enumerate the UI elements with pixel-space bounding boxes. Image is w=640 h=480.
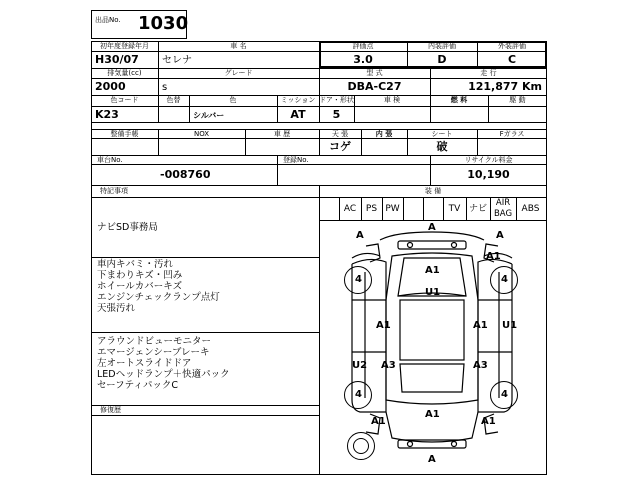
note-line-11: セーフティパックC: [97, 380, 179, 391]
car-name-value: セレナ: [162, 55, 192, 66]
fuel-label: 燃 料: [450, 96, 468, 104]
mission-value: AT: [290, 108, 306, 121]
dmg-rear-right: A1: [481, 416, 496, 427]
car-name-label: 車 名: [230, 42, 247, 50]
recycle-value: 10,190: [467, 168, 510, 181]
lot-number: 1030: [138, 13, 189, 34]
equip-pw: PW: [385, 204, 400, 214]
drive-label: 駆 動: [509, 96, 526, 104]
color-code-value: K23: [95, 108, 119, 121]
note-line-3: 下まわりキズ・凹み: [97, 270, 183, 281]
model-label: 型 式: [366, 69, 383, 77]
reg-no-label: 登録No.: [283, 156, 309, 164]
dmg-hood: A1: [425, 265, 440, 276]
dmg-wheel-rr: 4: [501, 389, 508, 400]
displacement-label: 排気量(cc): [107, 69, 142, 77]
note-line-5: エンジンチェックランプ点灯: [97, 292, 220, 303]
dmg-front-right-fender: A1: [486, 251, 501, 262]
recycle-label: リサイクル料金: [464, 156, 513, 164]
note-line-7: アラウンドビューモニター: [97, 336, 212, 347]
dmg-right-front-door: A1: [473, 320, 488, 331]
dmg-left-rear-door: A3: [381, 360, 396, 371]
inspection-label: 車 検: [383, 96, 401, 104]
mileage-label: 走 行: [480, 69, 497, 77]
equipment-label: 装 備: [424, 187, 442, 195]
color-value: シルバー: [193, 111, 225, 120]
dmg-front-left: A: [356, 230, 364, 241]
note-line-10: LEDヘッドランプ＋快適パック: [97, 369, 230, 380]
dmg-left-rear-door-u: U2: [352, 360, 368, 371]
interior-value: D: [437, 53, 447, 66]
first-reg-value: H30/07: [95, 53, 139, 66]
dmg-rear-bumper: A: [428, 454, 436, 465]
dmg-wheel-fr: 4: [501, 274, 508, 285]
dmg-wheel-rl: 4: [355, 389, 362, 400]
seat-value: 破: [436, 140, 448, 153]
seat-label: シート: [431, 130, 453, 138]
equip-airbag: AIR BAG: [493, 198, 513, 219]
displacement-value: 2000: [95, 80, 126, 93]
note-line-1: ナビSD事務局: [97, 222, 158, 233]
roof-label: 天 張: [331, 130, 349, 138]
equip-abs: ABS: [521, 204, 540, 214]
glass-label: Fガラス: [499, 130, 525, 138]
dmg-rear-left: A1: [371, 416, 386, 427]
score-value: 3.0: [353, 53, 373, 66]
dmg-right-front-door-u: U1: [502, 320, 518, 331]
note-line-6: 天張汚れ: [97, 303, 136, 314]
chassis-no-value: -008760: [160, 168, 211, 181]
dmg-right-rear-door: A3: [473, 360, 488, 371]
model-value: DBA-C27: [347, 80, 402, 93]
doors-value: 5: [332, 108, 341, 121]
equip-ac: AC: [343, 204, 357, 214]
exterior-label: 外装評価: [498, 42, 526, 50]
trim-label: 内 張: [375, 130, 393, 138]
equip-ps: PS: [365, 204, 378, 214]
grade-label: グレード: [224, 69, 253, 77]
grade-value: s: [162, 82, 168, 93]
spare-wheel-inner: [353, 438, 369, 454]
dmg-front-right: A: [496, 230, 504, 241]
interior-label: 内装評価: [428, 42, 456, 50]
equip-navi: ナビ: [468, 204, 487, 214]
history-label: 車 歴: [273, 130, 291, 138]
roof-value: コゲ: [329, 140, 351, 153]
first-reg-label: 初年度登録年月: [100, 42, 149, 50]
dmg-windshield: U1: [425, 287, 441, 298]
mission-label: ミッション: [280, 96, 316, 104]
equip-tv: TV: [448, 204, 461, 214]
note-line-8: エマージェンシーブレーキ: [97, 347, 210, 358]
chassis-no-label: 車台No.: [97, 156, 123, 164]
note-line-2: 車内キバミ・汚れ: [97, 259, 174, 270]
dmg-front-bumper: A: [428, 222, 436, 233]
manual-label: 整備手帳: [110, 130, 139, 138]
doors-label: ドア・形状: [319, 96, 354, 104]
dmg-wheel-fl: 4: [355, 274, 362, 285]
dmg-left-front-door: A1: [376, 320, 391, 331]
color-code-label: 色コード: [110, 96, 139, 104]
score-label: 評価点: [352, 42, 374, 50]
notes-label: 特記事項: [100, 187, 128, 195]
note-line-9: 左オートスライドドア: [97, 358, 192, 369]
exterior-value: C: [507, 53, 517, 66]
dmg-rear-center: A1: [425, 409, 440, 420]
nox-label: NOX: [193, 130, 210, 138]
color-label: 色: [229, 96, 237, 104]
repair-label: 修復歴: [100, 406, 121, 414]
color-no-label: 色替: [166, 96, 181, 104]
lot-number-label: 出品No.: [95, 16, 121, 24]
mileage-value: 121,877 Km: [468, 80, 542, 93]
note-line-4: ホイールカバーキズ: [97, 281, 183, 292]
